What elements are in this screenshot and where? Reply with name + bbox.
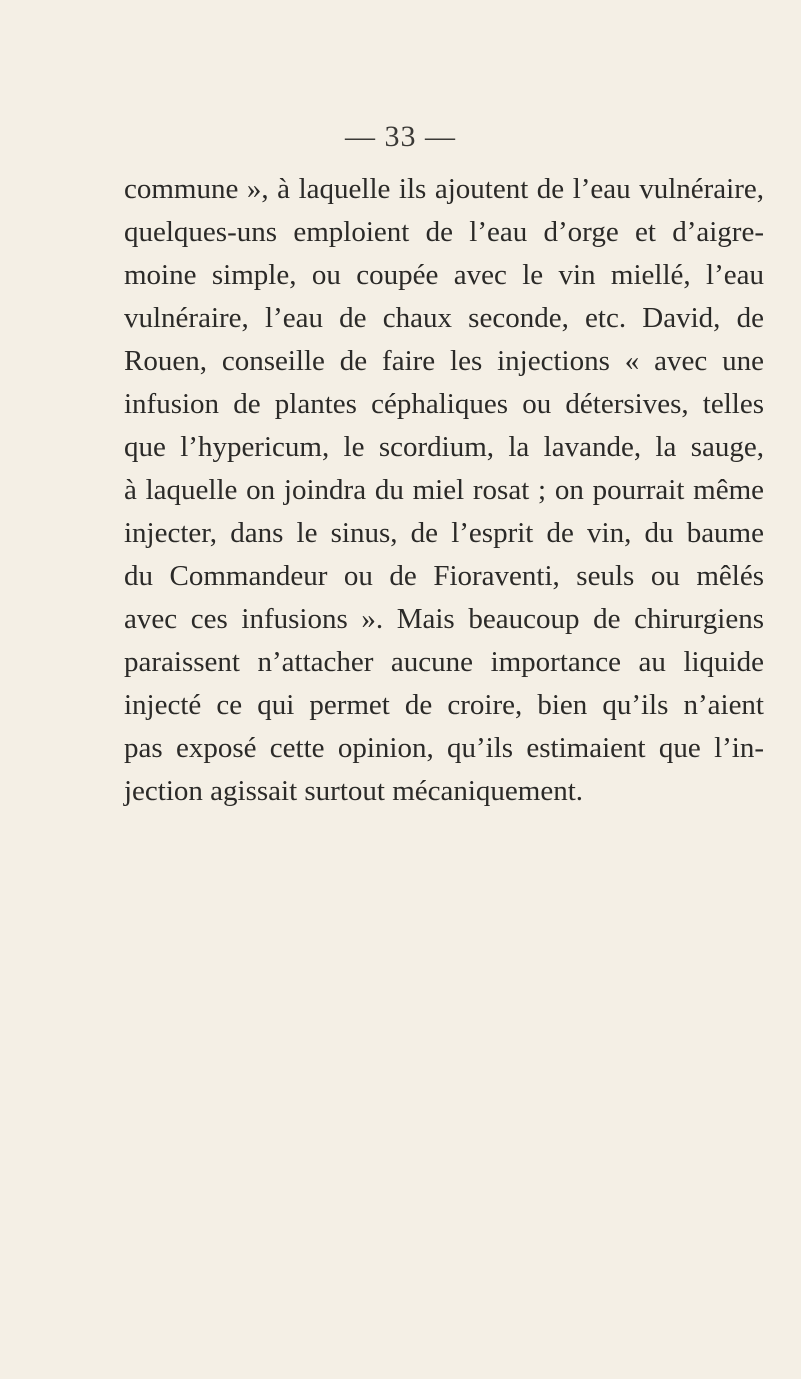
text-line: que l’hypericum, le scordium, la lavande, la sauge, (124, 431, 764, 463)
text-line: Rouen, conseille de faire les injections « avec une (124, 345, 764, 377)
text-line: avec ces infusions ». Mais beaucoup de chirurgiens (124, 603, 764, 635)
body-paragraph (124, 168, 764, 813)
text-line: commune », à laquelle ils ajoutent de l’eau vulnéraire, (124, 173, 764, 205)
text-line: injecter, dans le sinus, de l’esprit de vin, du baume (124, 517, 764, 549)
text-line: paraissent n’attacher aucune importance au liquide (124, 646, 764, 678)
text-line: injecté ce qui permet de croire, bien qu’ils n’aient (124, 689, 764, 721)
text-line: jection agissait surtout mécaniquement. (124, 775, 584, 807)
text-line: à laquelle on joindra du miel rosat ; on pourrait même (124, 474, 764, 506)
page-number: — 33 — (345, 120, 456, 153)
text-line: vulnéraire, l’eau de chaux seconde, etc. David, de (124, 302, 764, 334)
text-line: du Commandeur ou de Fioraventi, seuls ou mêlés (124, 560, 764, 592)
text-line: moine simple, ou coupée avec le vin miellé, l’eau (124, 259, 764, 291)
text-line: quelques-uns emploient de l’eau d’orge et d’aigre- (124, 216, 764, 248)
text-line: infusion de plantes céphaliques ou détersives, telles (124, 388, 764, 420)
text-line: pas exposé cette opinion, qu’ils estimaient que l’in- (124, 732, 764, 764)
